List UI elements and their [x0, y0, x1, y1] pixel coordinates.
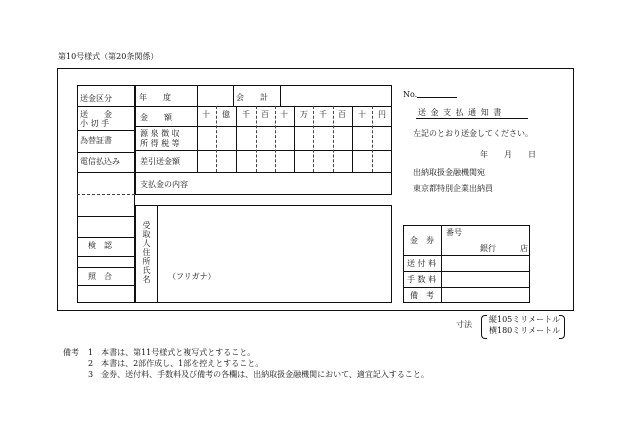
recipient-vertical-label: 受取人住所氏名	[142, 221, 151, 284]
label-shogo: 照 合	[88, 272, 112, 281]
label-gensen: 源 泉 徴 収	[140, 129, 180, 138]
label-kawase-shosho: 為替証書	[80, 136, 112, 145]
label-sokin: 送 金	[80, 110, 112, 119]
notice-date: 年 月 日	[480, 150, 536, 159]
label-biko: 備 考	[410, 291, 434, 300]
label-shotokuzei: 所 得 税 等	[140, 139, 180, 148]
digit-label: 十	[358, 110, 366, 119]
label-bango: 番号	[446, 228, 462, 237]
size-horizontal: 横180ミリメートル	[489, 326, 561, 335]
remark-item: 3 金券、送付料、手数料及び備考の各欄は、出納取扱金融機関において、適宜記入すること。	[88, 370, 429, 379]
label-sokin-kubun: 送金区分	[80, 94, 112, 103]
digit-label: 千	[242, 110, 250, 119]
size-vertical: 縦105ミリメートル	[489, 315, 561, 324]
notice-title: 送 金 支 払 通 知 書	[418, 108, 503, 117]
digit-label: 百	[338, 110, 346, 119]
remarks-label: 備考	[63, 348, 79, 357]
label-kinken: 金 券	[410, 236, 434, 245]
digit-label: 十	[280, 110, 288, 119]
label-ken-nin: 検 認	[88, 241, 112, 250]
digit-label: 円	[378, 110, 386, 119]
label-shiharai-naiyo: 支払金の内容	[140, 180, 188, 189]
notice-to: 出納取扱金融機関宛	[413, 168, 485, 177]
notice-body: 左記のとおり送金してください。	[413, 129, 533, 138]
label-denshin: 電信払込み	[80, 157, 120, 166]
label-kingaku: 金 額	[140, 113, 172, 122]
label-kaikei: 会 計	[236, 93, 268, 102]
digit-label: 億	[222, 110, 230, 119]
label-tesuryo: 手 数 料	[407, 275, 437, 284]
digit-label: 万	[300, 110, 308, 119]
label-soryo: 送 付 料	[407, 259, 437, 268]
label-sashihiki: 差引送金額	[140, 157, 180, 166]
digit-label: 十	[202, 110, 210, 119]
digit-label: 千	[319, 110, 327, 119]
size-bracket-left	[481, 315, 487, 339]
form-title: 第10号様式（第20条関係）	[58, 52, 159, 61]
size-note-label: 寸法	[456, 320, 472, 329]
digit-label: 百	[261, 110, 269, 119]
label-kogitte: 小 切 手	[80, 119, 110, 128]
recipient-box	[135, 205, 392, 303]
notice-from: 東京都特別企業出納員	[413, 184, 493, 193]
label-ginko: 銀行 店	[480, 244, 528, 253]
notice-number-label: No.	[403, 90, 418, 99]
remark-item: 2 本書は、2部作成し、1部を控えとすること。	[88, 359, 264, 368]
label-nendo: 年 度	[139, 93, 171, 102]
furigana-label: （フリガナ）	[168, 272, 216, 281]
remark-item: 1 本書は、第11号様式と複写式とすること。	[88, 348, 256, 357]
